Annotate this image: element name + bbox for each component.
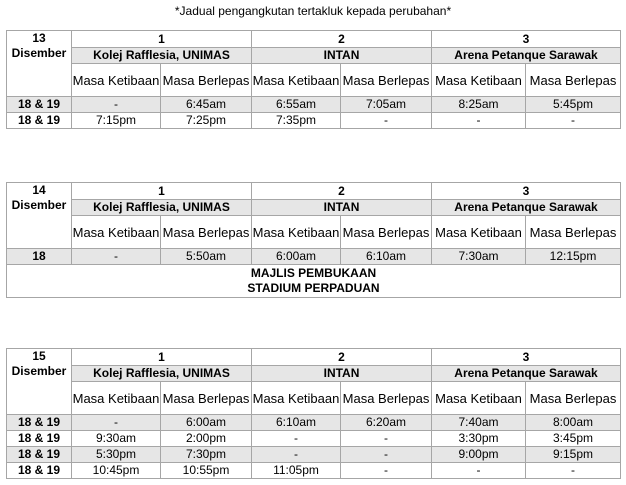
time-cell: 7:30am [432,249,526,265]
time-cell: - [341,113,432,129]
column-header: Masa Ketibaan [432,216,526,249]
table-row [7,249,621,265]
table-row [7,447,621,463]
day-cell: 18 & 19 [7,447,72,463]
schedule-table-14-disember [6,182,621,298]
column-header: Masa Ketibaan [252,64,341,97]
stop-number: 3 [432,349,621,366]
time-cell: 6:20am [341,415,432,431]
time-cell: - [252,431,341,447]
time-cell: - [72,415,161,431]
column-header: Masa Berlepas [161,216,252,249]
schedule-table-13-disember [6,30,621,129]
stop-number: 3 [432,183,621,200]
column-header: Masa Berlepas [341,382,432,415]
time-cell: 8:25am [432,97,526,113]
time-cell: 7:35pm [252,113,341,129]
day-cell: 18 & 19 [7,97,72,113]
date-cell: 13 Disember [7,31,72,97]
time-cell: - [341,431,432,447]
location-header: INTAN [252,200,432,216]
column-header: Masa Berlepas [526,382,621,415]
time-cell: 6:10am [252,415,341,431]
day-cell: 18 & 19 [7,463,72,479]
schedule-note: *Jadual pengangkutan tertakluk kepada perubahan* [174,4,452,18]
event-note: MAJLIS PEMBUKAAN STADIUM PERPADUAN [7,265,621,298]
column-header: Masa Berlepas [161,64,252,97]
location-header: Arena Petanque Sarawak [432,200,621,216]
time-cell: 7:25pm [161,113,252,129]
location-header: Kolej Rafflesia, UNIMAS [72,48,252,64]
column-header: Masa Ketibaan [252,216,341,249]
day-cell: 18 [7,249,72,265]
time-cell: 12:15pm [526,249,621,265]
location-header: Arena Petanque Sarawak [432,366,621,382]
time-cell: 3:30pm [432,431,526,447]
time-cell: 5:50am [161,249,252,265]
stop-number: 1 [72,31,252,48]
table-row [7,415,621,431]
time-cell: 7:40am [432,415,526,431]
schedule-table-15-disember [6,348,621,479]
stop-number: 2 [252,349,432,366]
day-cell: 18 & 19 [7,415,72,431]
time-cell: 8:00am [526,415,621,431]
table-row [7,113,621,129]
location-header: Arena Petanque Sarawak [432,48,621,64]
time-cell: 6:10am [341,249,432,265]
day-cell: 18 & 19 [7,431,72,447]
time-cell: 7:05am [341,97,432,113]
date-cell: 14 Disember [7,183,72,249]
column-header: Masa Berlepas [526,216,621,249]
location-header: Kolej Rafflesia, UNIMAS [72,200,252,216]
time-cell: - [72,249,161,265]
time-cell: 6:55am [252,97,341,113]
column-header: Masa Berlepas [341,216,432,249]
date-cell: 15 Disember [7,349,72,415]
time-cell: - [341,463,432,479]
time-cell: - [432,113,526,129]
column-header: Masa Ketibaan [432,382,526,415]
time-cell: 10:55pm [161,463,252,479]
time-cell: 9:15pm [526,447,621,463]
table-row [7,97,621,113]
time-cell: 5:45pm [526,97,621,113]
time-cell: - [341,447,432,463]
table-row [7,463,621,479]
time-cell: 9:30am [72,431,161,447]
time-cell: 11:05pm [252,463,341,479]
time-cell: 6:00am [161,415,252,431]
stop-number: 1 [72,183,252,200]
time-cell: - [72,97,161,113]
column-header: Masa Ketibaan [432,64,526,97]
time-cell: 10:45pm [72,463,161,479]
column-header: Masa Berlepas [161,382,252,415]
time-cell: 6:00am [252,249,341,265]
time-cell: - [432,463,526,479]
time-cell: 6:45am [161,97,252,113]
column-header: Masa Berlepas [526,64,621,97]
time-cell: 5:30pm [72,447,161,463]
time-cell: - [526,113,621,129]
stop-number: 1 [72,349,252,366]
location-header: INTAN [252,48,432,64]
time-cell: 2:00pm [161,431,252,447]
time-cell: 7:30pm [161,447,252,463]
column-header: Masa Ketibaan [72,64,161,97]
time-cell: 7:15pm [72,113,161,129]
day-cell: 18 & 19 [7,113,72,129]
column-header: Masa Ketibaan [252,382,341,415]
table-row [7,431,621,447]
column-header: Masa Berlepas [341,64,432,97]
time-cell: 9:00pm [432,447,526,463]
time-cell: - [252,447,341,463]
stop-number: 3 [432,31,621,48]
column-header: Masa Ketibaan [72,216,161,249]
time-cell: 3:45pm [526,431,621,447]
location-header: INTAN [252,366,432,382]
stop-number: 2 [252,31,432,48]
column-header: Masa Ketibaan [72,382,161,415]
location-header: Kolej Rafflesia, UNIMAS [72,366,252,382]
stop-number: 2 [252,183,432,200]
time-cell: - [526,463,621,479]
